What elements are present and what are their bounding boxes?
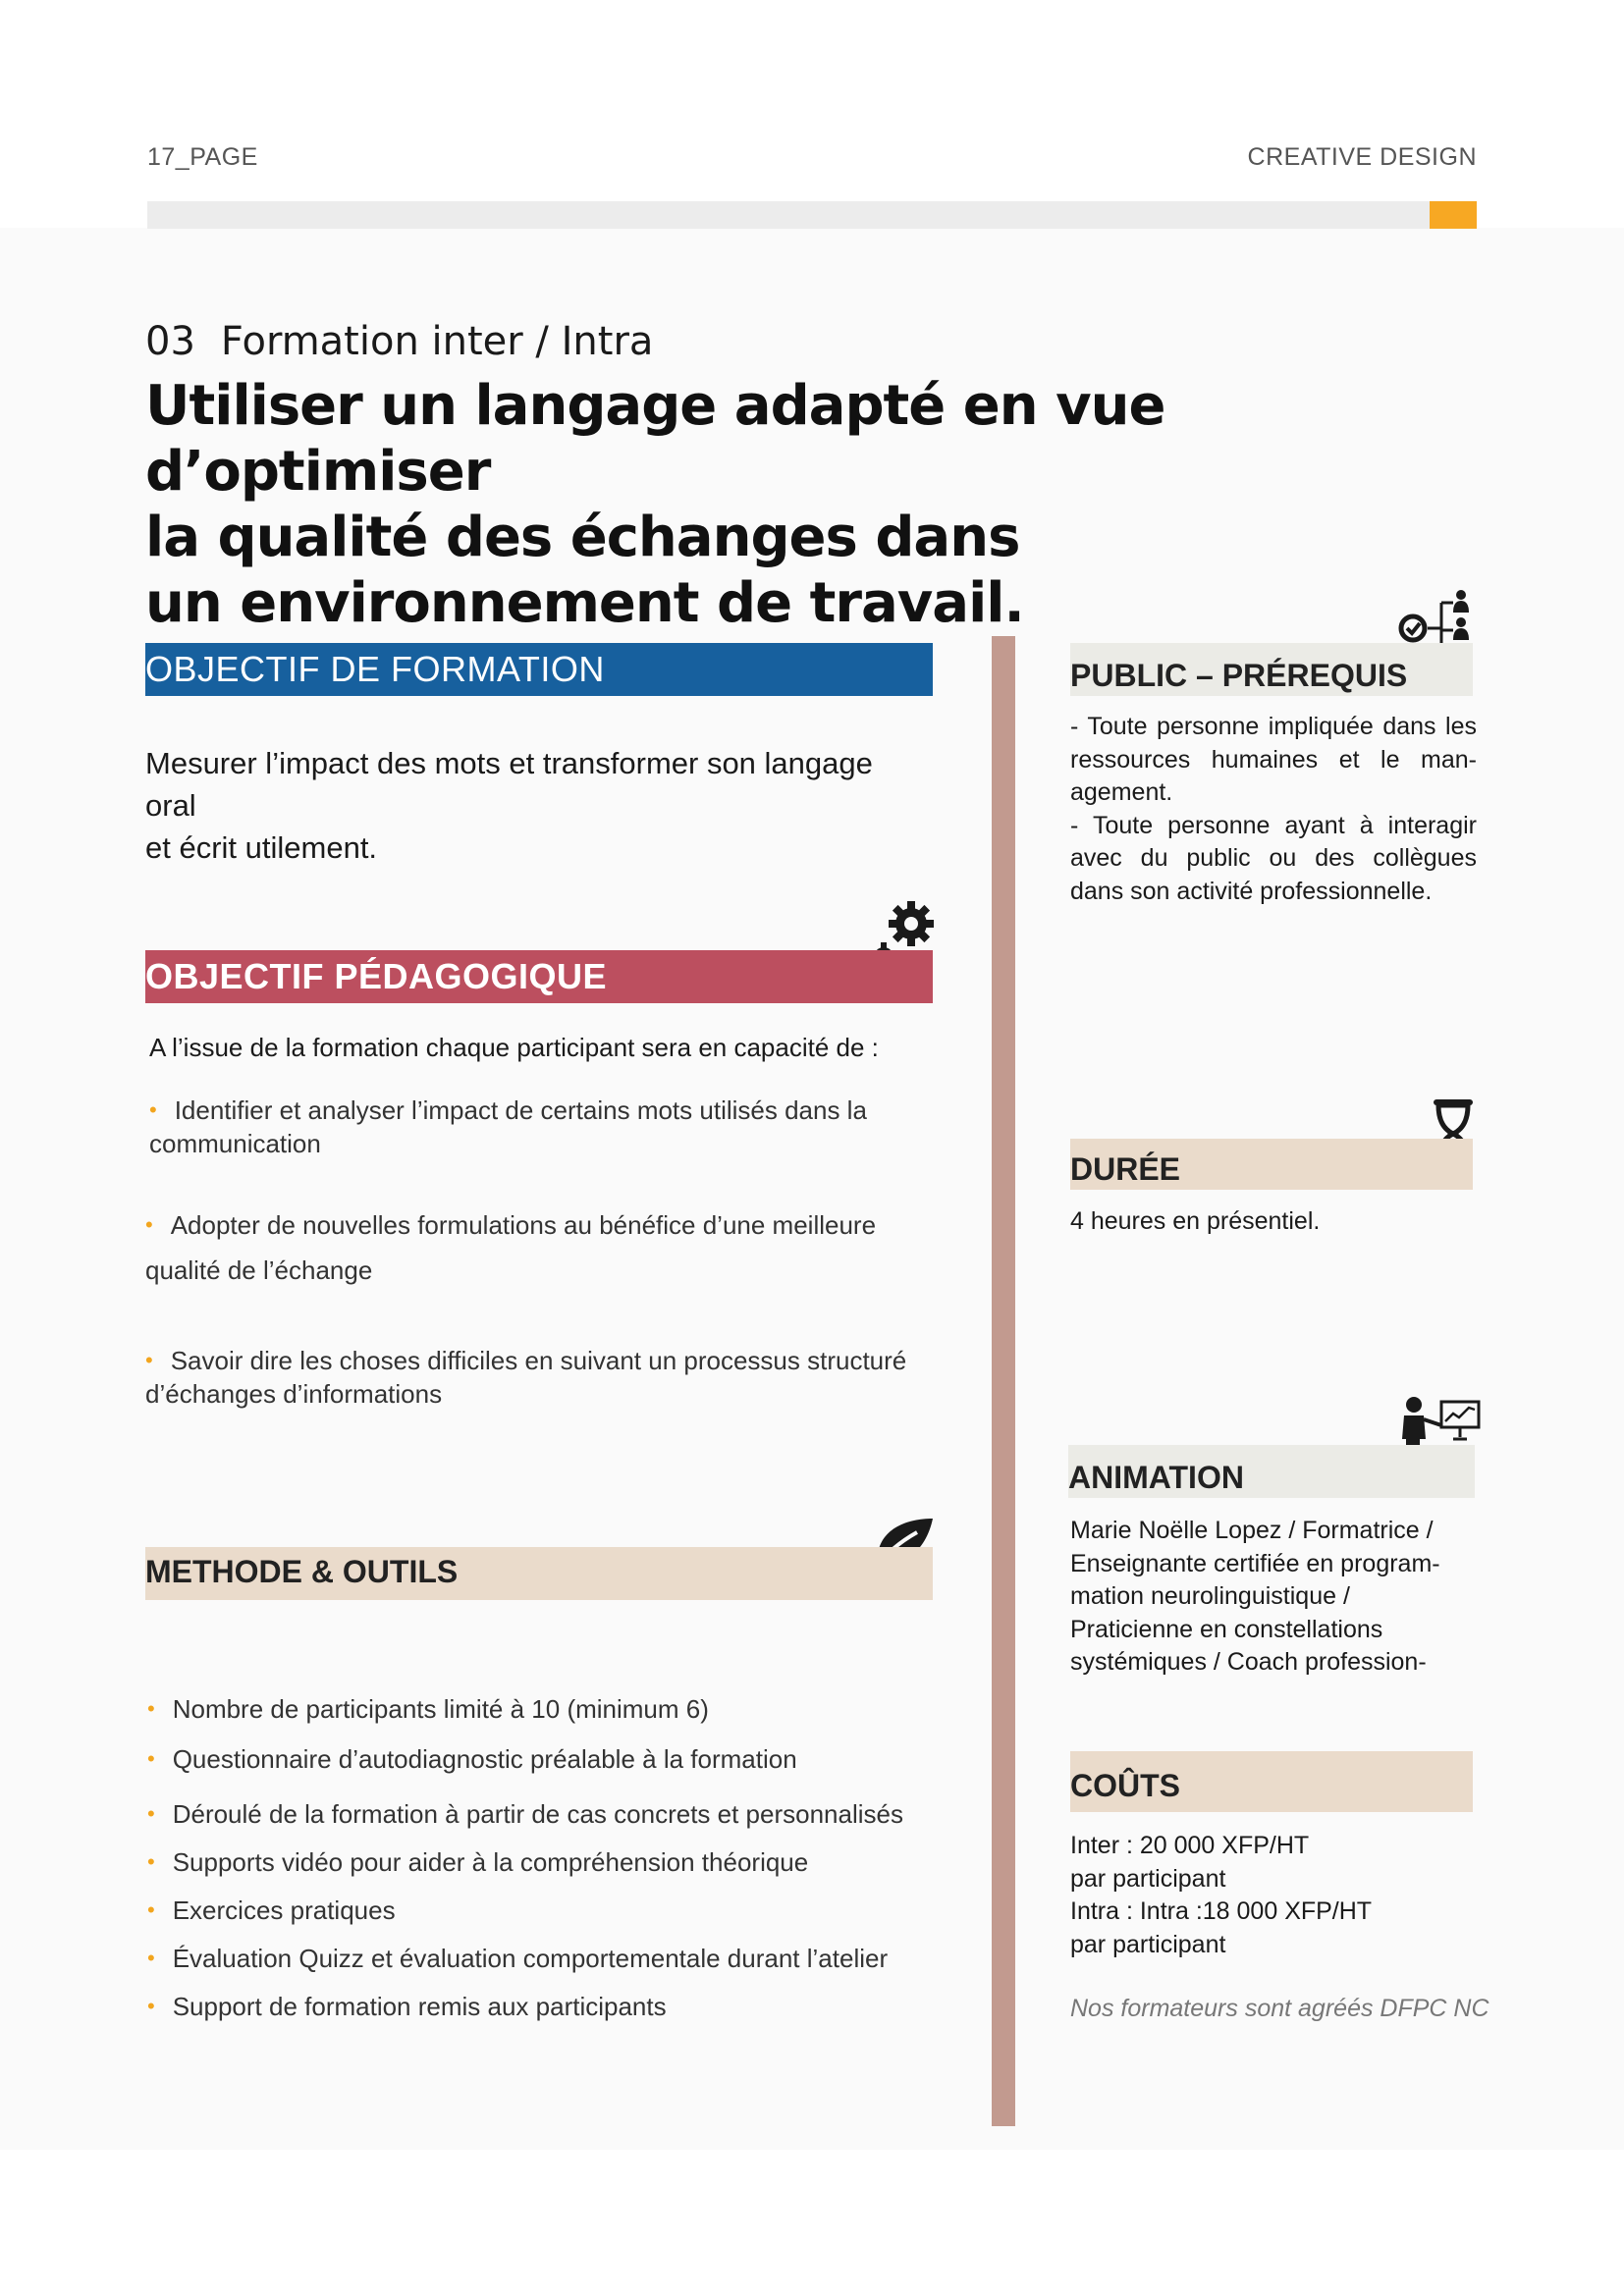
- section-label: ANIMATION: [1068, 1460, 1244, 1495]
- list-item: [145, 1203, 911, 1292]
- item-text: Savoir dire les choses difficiles en suivant un processus structuré: [170, 1346, 907, 1375]
- list-item: • Exercices pratiques: [147, 1896, 396, 1925]
- text-line: par participant: [1070, 1864, 1226, 1893]
- text-line: Inter : 20 000 XFP/HT: [1070, 1832, 1310, 1859]
- list-item: • Supports vidéo pour aider à la compréhension théorique: [147, 1847, 809, 1877]
- list-item: [145, 1345, 911, 1411]
- list-item: • Questionnaire d’autodiagnostic préalable à la formation: [147, 1744, 797, 1774]
- bullet-icon: •: [147, 1696, 155, 1721]
- section-label: PUBLIC – PRÉREQUIS: [1070, 658, 1408, 693]
- text-paragraph: - Toute personne ayant à interagir avec du public ou des collègues dans son activité professionnelle.: [1070, 811, 1477, 905]
- couts-heading: [1070, 1751, 1473, 1812]
- header-bar: [147, 201, 1430, 229]
- text-line: Enseignante certifiée en program-: [1070, 1549, 1440, 1577]
- text-line: par participant: [1070, 1930, 1226, 1958]
- section-label: OBJECTIF PÉDAGOGIQUE: [145, 956, 608, 996]
- text-line: Intra : Intra :18 000 XFP/HT: [1070, 1897, 1373, 1925]
- animation-heading: [1068, 1445, 1475, 1498]
- text-line: Marie Noëlle Lopez / Formatrice /: [1070, 1517, 1434, 1544]
- objectif-formation-heading: [145, 643, 933, 696]
- text-line: et écrit utilement.: [145, 830, 378, 865]
- pedagogique-intro: A l’issue de la formation chaque participant sera en capacité de :: [149, 1033, 879, 1062]
- list-item: • Nombre de participants limité à 10 (minimum 6): [147, 1694, 709, 1724]
- header-bar-accent: [1430, 201, 1477, 229]
- section-label: COÛTS: [1070, 1768, 1180, 1803]
- text-line: Mesurer l’impact des mots et transformer son langage oral: [145, 746, 873, 823]
- item-text: Identifier et analyser l’impact de certains mots utilisés dans la: [174, 1095, 867, 1125]
- duree-text: 4 heures en présentiel.: [1070, 1207, 1321, 1235]
- list-item: • Déroulé de la formation à partir de cas concrets et personnalisés: [147, 1799, 903, 1829]
- item-text: Adopter de nouvelles formulations au bénéfice d’une meilleure: [170, 1210, 877, 1240]
- column-divider: [992, 636, 1015, 2126]
- bullet-icon: •: [147, 1994, 155, 2018]
- animation-text: [1070, 1515, 1483, 1680]
- list-item: [149, 1095, 915, 1160]
- title-line: un environnement de travail.: [145, 571, 1024, 635]
- title-line: Utiliser un langage adapté en vue d’optimiser: [145, 374, 1165, 504]
- list-item: • Évaluation Quizz et évaluation comportementale durant l’atelier: [147, 1944, 889, 1973]
- public-text: [1070, 711, 1477, 908]
- public-prerequis-heading: [1070, 643, 1473, 696]
- objectif-pedagogique-heading: [145, 950, 933, 1003]
- text-line: systémiques / Coach profession-: [1070, 1648, 1427, 1676]
- page-title: [145, 373, 1520, 636]
- bullet-icon: •: [147, 1946, 155, 1970]
- bullet-icon: •: [147, 1897, 155, 1922]
- bullet-icon: •: [147, 1746, 155, 1771]
- bullet-icon: •: [147, 1801, 155, 1826]
- item-text: communication: [149, 1129, 321, 1158]
- formation-number: 03: [145, 319, 195, 364]
- text-line: Praticienne en constellations: [1070, 1615, 1383, 1643]
- text-paragraph: - Toute personne impliquée dans les ressources humaines et le man-agement.: [1070, 713, 1477, 806]
- bullet-icon: •: [147, 1849, 155, 1874]
- formation-type: Formation inter / Intra: [220, 319, 654, 364]
- text-line: mation neurolinguistique /: [1070, 1582, 1350, 1610]
- section-label: METHODE & OUTILS: [145, 1554, 459, 1589]
- agrement-note: Nos formateurs sont agréés DFPC NC: [1070, 1995, 1489, 2022]
- methode-outils-heading: [145, 1547, 933, 1600]
- title-line: la qualité des échanges dans: [145, 506, 1020, 569]
- page-number: 17_PAGE: [147, 143, 258, 171]
- item-text: d’échanges d’informations: [145, 1379, 443, 1409]
- bullet-icon: •: [149, 1097, 157, 1122]
- bullet-icon: •: [145, 1348, 153, 1372]
- section-label: DURÉE: [1070, 1151, 1181, 1187]
- item-text: qualité de l’échange: [145, 1255, 373, 1285]
- couts-text: [1070, 1830, 1372, 1961]
- methode-list: [147, 1685, 952, 2031]
- objectif-formation-text: [145, 742, 931, 869]
- duree-heading: [1070, 1139, 1473, 1190]
- section-label: OBJECTIF DE FORMATION: [145, 649, 605, 689]
- formation-subtitle: [145, 319, 653, 364]
- bullet-icon: •: [145, 1212, 153, 1237]
- list-item: • Support de formation remis aux participants: [147, 1992, 667, 2021]
- brand-label: CREATIVE DESIGN: [1247, 143, 1477, 171]
